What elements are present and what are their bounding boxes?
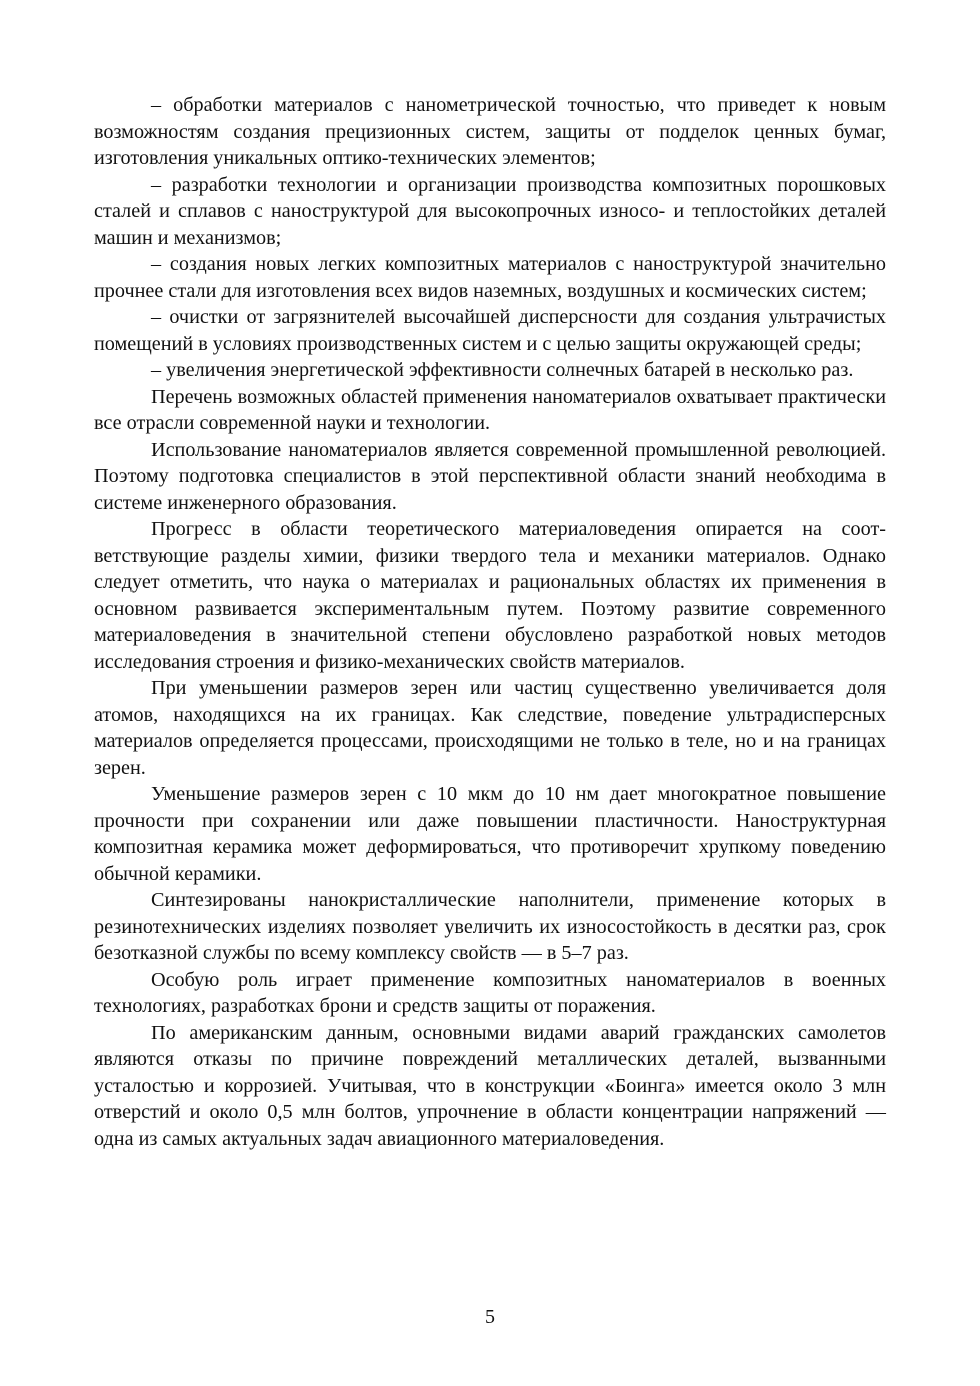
page-number: 5 [485, 1306, 495, 1328]
paragraph-aviation: По американским данным, основными видами аварий гражданских самолетов являются отказы по причине повреждений металлических деталей, вызванными усталостью и коррозией. Учитывая, что в конструкции «Боинга» имеется около 3 млн отверстий и около 0,5 млн болтов, упрочнение в области концентрации напряжений — одна из самых актуальных задач авиационного материаловедения. [94, 1021, 886, 1150]
paragraph-industrial-revolution: Использование наноматериалов является современной промышленной революцией. Поэтому подготовка специалистов в этой перспективной области знаний необходима в системе инженерного образования. [94, 438, 886, 514]
paragraph-list-item-precision-processing: – обработки материалов с нанометрической точностью, что приведет к новым возможностям создания прецизионных систем, защиты от подделок ценных бумаг, изготовления уникальных оптико-технических элементов; [94, 94, 886, 169]
paragraph-list-item-cleaning: – очистки от загрязнителей высочайшей дисперсности для создания ультрачистых помещений в условиях производственных систем и с целью защиты окружающей среды; [94, 306, 886, 355]
paragraph-theoretical-progress: Прогресс в области теоретического материаловедения опирается на соответствующие разделы химии, физики твердого тела и механики материалов. Однако следует отметить, что наука о материалах и рациональных областях их применения в основном развивается экспериментальным путем. Поэтому развитие современного материаловедения в значительной степени обусловлено разработкой новых методов исследования строения и физико-механических свойств материалов. [94, 518, 886, 673]
paragraph-list-item-solar: – увеличения энергетической эффективности солнечных батарей в несколько раз. [151, 359, 854, 381]
paragraph-nanofillers: Синтезированы нанокристаллические наполнители, применение которых в резинотехнических изделиях позволяет увеличить их износостойкость в десятки раз, срок безотказной службы по всему комплексу свойств — в 5–7 раз. [94, 889, 886, 964]
paragraph-application-areas: Перечень возможных областей применения наноматериалов охватывает практически все отрасли современной науки и технологии. [94, 385, 886, 434]
page-body [94, 92, 886, 1152]
paragraph-strength-increase: Уменьшение размеров зерен с 10 мкм до 10 нм дает многократное повышение прочности при сохранении или даже повышении пластичности. Наноструктурная композитная керамика может деформироваться, что противоречит хрупкому поведению обычной керамики. [94, 783, 886, 885]
paragraph-list-item-powder-steels: – разработки технологии и организации производства композитных порошковых сталей и сплавов с наноструктурой для высокопрочных износо- и теплостойких деталей машин и механизмов; [94, 173, 886, 249]
paragraph-grain-size: При уменьшении размеров зерен или частиц существенно увеличивается доля атомов, находящихся на их границах. Как следствие, поведение ультрадисперсных материалов определяется процессами, происходящими не только в теле, но и на границах зерен. [94, 677, 886, 779]
paragraph-list-item-light-composites: – создания новых легких композитных материалов с наноструктурой значительно прочнее стали для изготовления всех видов наземных, воздушных и космических систем; [94, 253, 886, 302]
paragraph-military: Особую роль играет применение композитных наноматериалов в военных технологиях, разработках брони и средств защиты от поражения. [94, 968, 886, 1017]
